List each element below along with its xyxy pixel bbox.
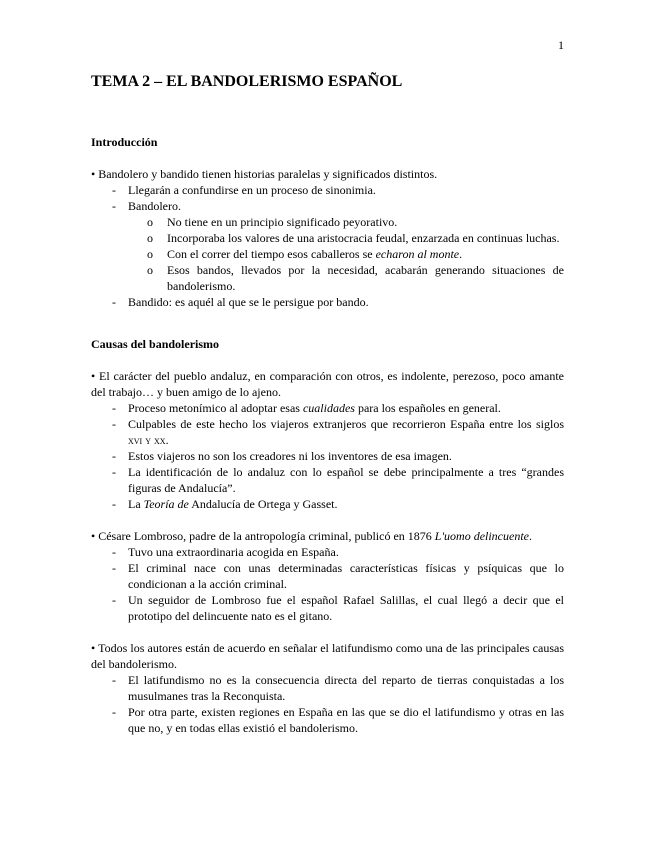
list-item: - El latifundismo no es la consecuencia directa del reparto de tierras conquistadas a los musulmanes tras la Reconquista. [91,672,564,704]
sub-list-item: o Esos bandos, llevados por la necesidad, acabarán generando situaciones de bandolerismo. [91,262,564,294]
text-run: • Césare Lombroso, padre de la antropología criminal, publicó en 1876 [91,529,435,543]
text-run: Proceso metonímico al adoptar esas [128,401,303,415]
list-item [91,496,564,512]
text-run: . [165,433,169,447]
bullet-paragraph: • Todos los autores están de acuerdo en señalar el latifundismo como una de las principales causas del bandolerismo. [91,641,564,671]
sub-list-item [91,246,564,262]
dash-list [91,544,564,624]
dash-list [91,672,564,736]
text-run: La [128,497,144,511]
sub-list-item: o No tiene en un principio significado peyorativo. [91,214,564,230]
text-run: Andalucía de Ortega y Gasset. [188,497,338,511]
dash-list [91,182,564,214]
list-item: - El criminal nace con unas determinadas características físicas y psíquicas que lo condicionan a la acción criminal. [91,560,564,592]
dash-list [91,294,564,310]
list-item: - Llegarán a confundirse en un proceso de sinonimia. [91,182,564,198]
document-body [91,72,564,736]
bullet-paragraph: • El carácter del pueblo andaluz, en comparación con otros, es indolente, perezoso, poco amante del trabajo… y buen amigo de lo ajeno. [91,369,564,399]
dash-list [91,400,564,512]
italic-text: cualidades [302,401,355,415]
small-caps-text: xvi y xx [128,433,166,447]
bullet-paragraph [91,528,564,544]
list-item: - La identificación de lo andaluz con lo español se debe principalmente a tres “grandes figuras de Andalucía”. [91,464,564,496]
italic-text: echaron al monte [375,247,460,261]
section-heading-causas: Causas del bandolerismo [91,337,220,351]
list-item: - Bandolero. [91,198,564,214]
bullet-paragraph: • Bandolero y bandido tienen historias paralelas y significados distintos. [91,167,438,181]
list-item: - Bandido: es aquél al que se le persigue por bando. [91,294,564,310]
text-run: . [459,247,463,261]
list-item: - Estos viajeros no son los creadores ni los inventores de esa imagen. [91,448,564,464]
list-item [91,400,564,416]
text-run: Culpables de este hecho los viajeros extranjeros que recorrieron España entre los siglos [128,417,564,431]
text-run: . [529,529,532,543]
text-run: Con el correr del tiempo esos caballeros se [167,247,376,261]
sub-list [91,214,564,294]
italic-text: Teoría de [143,497,189,511]
page-number: 1 [558,38,564,52]
sub-list-item: o Incorporaba los valores de una aristocracia feudal, enzarzada en continuas luchas. [91,230,564,246]
section-heading-introduccion: Introducción [91,135,158,149]
document-title: TEMA 2 – EL BANDOLERISMO ESPAÑOL [91,73,403,90]
list-item [91,416,564,448]
list-item: - Tuvo una extraordinaria acogida en España. [91,544,564,560]
italic-text: L'uomo delincuente [434,529,529,543]
list-item: - Un seguidor de Lombroso fue el español Rafael Salillas, el cual llegó a decir que el prototipo del delincuente nato es el gitano. [91,592,564,624]
text-run: para los españoles en general. [354,401,501,415]
list-item: - Por otra parte, existen regiones en España en las que se dio el latifundismo y otras en las que no, y en todas ellas existió el bandolerismo. [91,704,564,736]
